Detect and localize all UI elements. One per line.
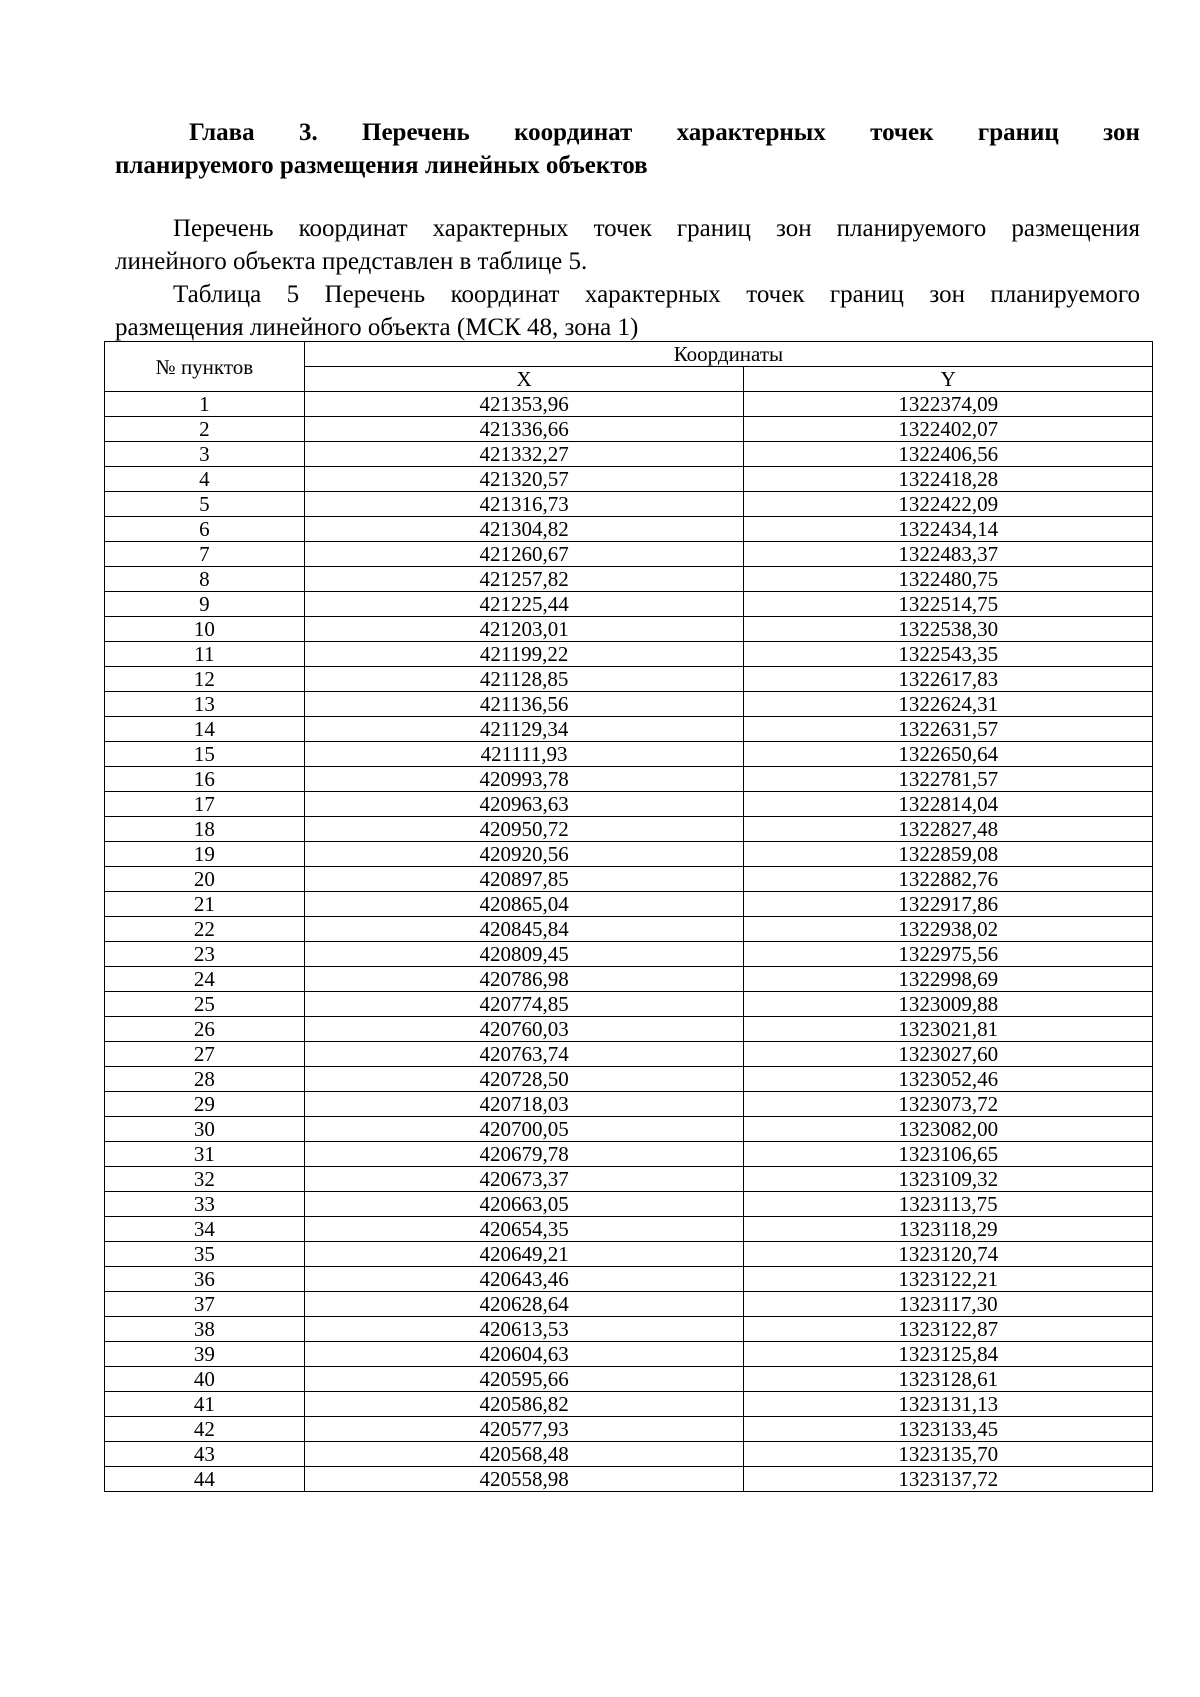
point-number-cell: 4 bbox=[105, 467, 305, 492]
x-coordinate-cell: 420700,05 bbox=[304, 1117, 744, 1142]
table-row bbox=[105, 1192, 1153, 1217]
x-coordinate-cell: 421260,67 bbox=[304, 542, 744, 567]
point-number-cell: 20 bbox=[105, 867, 305, 892]
point-number-cell: 24 bbox=[105, 967, 305, 992]
table-row bbox=[105, 967, 1153, 992]
x-coordinate-cell: 421336,66 bbox=[304, 417, 744, 442]
y-coordinate-cell: 1322814,04 bbox=[744, 792, 1153, 817]
x-coordinate-cell: 421111,93 bbox=[304, 742, 744, 767]
y-coordinate-cell: 1323052,46 bbox=[744, 1067, 1153, 1092]
point-number-cell: 37 bbox=[105, 1292, 305, 1317]
point-number-cell: 35 bbox=[105, 1242, 305, 1267]
x-coordinate-cell: 421332,27 bbox=[304, 442, 744, 467]
y-coordinate-cell: 1322624,31 bbox=[744, 692, 1153, 717]
x-coordinate-cell: 420673,37 bbox=[304, 1167, 744, 1192]
point-number-cell: 34 bbox=[105, 1217, 305, 1242]
point-number-cell: 18 bbox=[105, 817, 305, 842]
table-row bbox=[105, 1467, 1153, 1492]
chapter-heading-line2: планируемого размещения линейных объектов bbox=[115, 152, 648, 179]
point-number-header: № пунктов bbox=[105, 342, 305, 392]
x-coordinate-cell: 420654,35 bbox=[304, 1217, 744, 1242]
point-number-cell: 14 bbox=[105, 717, 305, 742]
x-coordinate-cell: 420809,45 bbox=[304, 942, 744, 967]
point-number-cell: 10 bbox=[105, 617, 305, 642]
point-number-cell: 26 bbox=[105, 1017, 305, 1042]
point-number-cell: 42 bbox=[105, 1417, 305, 1442]
y-coordinate-cell: 1322538,30 bbox=[744, 617, 1153, 642]
table-row bbox=[105, 1367, 1153, 1392]
x-coordinate-cell: 420586,82 bbox=[304, 1392, 744, 1417]
x-coordinate-cell: 421128,85 bbox=[304, 667, 744, 692]
x-coordinate-cell: 420845,84 bbox=[304, 917, 744, 942]
heading-word: зон bbox=[1103, 119, 1140, 146]
y-coordinate-cell: 1322938,02 bbox=[744, 917, 1153, 942]
table-row bbox=[105, 1442, 1153, 1467]
y-coordinate-cell: 1323125,84 bbox=[744, 1342, 1153, 1367]
table-row bbox=[105, 1017, 1153, 1042]
point-number-cell: 21 bbox=[105, 892, 305, 917]
table-row bbox=[105, 1167, 1153, 1192]
x-coordinate-cell: 420897,85 bbox=[304, 867, 744, 892]
point-number-cell: 29 bbox=[105, 1092, 305, 1117]
table-row bbox=[105, 417, 1153, 442]
y-coordinate-cell: 1322882,76 bbox=[744, 867, 1153, 892]
table-row bbox=[105, 1392, 1153, 1417]
y-coordinate-cell: 1322543,35 bbox=[744, 642, 1153, 667]
y-coordinate-cell: 1322631,57 bbox=[744, 717, 1153, 742]
y-coordinate-cell: 1323131,13 bbox=[744, 1392, 1153, 1417]
x-column-header: X bbox=[304, 367, 744, 392]
y-coordinate-cell: 1322998,69 bbox=[744, 967, 1153, 992]
x-coordinate-cell: 421320,57 bbox=[304, 467, 744, 492]
heading-word: характерных bbox=[676, 119, 826, 146]
table-row bbox=[105, 867, 1153, 892]
point-number-cell: 33 bbox=[105, 1192, 305, 1217]
table-row bbox=[105, 1292, 1153, 1317]
table-row bbox=[105, 1042, 1153, 1067]
point-number-cell: 36 bbox=[105, 1267, 305, 1292]
x-coordinate-cell: 421304,82 bbox=[304, 517, 744, 542]
table-row bbox=[105, 1142, 1153, 1167]
x-coordinate-cell: 420604,63 bbox=[304, 1342, 744, 1367]
table-row bbox=[105, 817, 1153, 842]
table-row bbox=[105, 842, 1153, 867]
y-coordinate-cell: 1322617,83 bbox=[744, 667, 1153, 692]
point-number-cell: 32 bbox=[105, 1167, 305, 1192]
x-coordinate-cell: 420865,04 bbox=[304, 892, 744, 917]
heading-word: 3. bbox=[298, 119, 318, 146]
y-coordinate-cell: 1322975,56 bbox=[744, 942, 1153, 967]
y-coordinate-cell: 1323120,74 bbox=[744, 1242, 1153, 1267]
table-row bbox=[105, 1217, 1153, 1242]
y-coordinate-cell: 1323082,00 bbox=[744, 1117, 1153, 1142]
point-number-cell: 17 bbox=[105, 792, 305, 817]
heading-word: точек bbox=[870, 119, 934, 146]
x-coordinate-cell: 420728,50 bbox=[304, 1067, 744, 1092]
y-coordinate-cell: 1322917,86 bbox=[744, 892, 1153, 917]
point-number-cell: 40 bbox=[105, 1367, 305, 1392]
x-coordinate-cell: 420568,48 bbox=[304, 1442, 744, 1467]
table-caption-line2: размещения линейного объекта (МСК 48, зона 1) bbox=[115, 314, 639, 341]
y-coordinate-cell: 1323122,87 bbox=[744, 1317, 1153, 1342]
y-coordinate-cell: 1322406,56 bbox=[744, 442, 1153, 467]
point-number-cell: 28 bbox=[105, 1067, 305, 1092]
table-row bbox=[105, 792, 1153, 817]
y-coordinate-cell: 1322781,57 bbox=[744, 767, 1153, 792]
y-coordinate-cell: 1323133,45 bbox=[744, 1417, 1153, 1442]
x-coordinate-cell: 420963,63 bbox=[304, 792, 744, 817]
table-row bbox=[105, 992, 1153, 1017]
x-coordinate-cell: 421136,56 bbox=[304, 692, 744, 717]
heading-word: Глава bbox=[189, 119, 255, 146]
table-row bbox=[105, 392, 1153, 417]
x-coordinate-cell: 420558,98 bbox=[304, 1467, 744, 1492]
table-caption-line1: Таблица 5 Перечень координат характерных точек границ зон планируемого bbox=[173, 281, 1140, 308]
point-number-cell: 6 bbox=[105, 517, 305, 542]
table-row bbox=[105, 442, 1153, 467]
y-coordinate-cell: 1322418,28 bbox=[744, 467, 1153, 492]
table-row bbox=[105, 1242, 1153, 1267]
y-coordinate-cell: 1323137,72 bbox=[744, 1467, 1153, 1492]
x-coordinate-cell: 420643,46 bbox=[304, 1267, 744, 1292]
x-coordinate-cell: 420718,03 bbox=[304, 1092, 744, 1117]
point-number-cell: 9 bbox=[105, 592, 305, 617]
x-coordinate-cell: 420760,03 bbox=[304, 1017, 744, 1042]
y-coordinate-cell: 1323128,61 bbox=[744, 1367, 1153, 1392]
table-row bbox=[105, 667, 1153, 692]
x-coordinate-cell: 420663,05 bbox=[304, 1192, 744, 1217]
table-row bbox=[105, 1267, 1153, 1292]
table-row bbox=[105, 467, 1153, 492]
y-coordinate-cell: 1323073,72 bbox=[744, 1092, 1153, 1117]
y-coordinate-cell: 1323113,75 bbox=[744, 1192, 1153, 1217]
x-coordinate-cell: 421225,44 bbox=[304, 592, 744, 617]
x-coordinate-cell: 420763,74 bbox=[304, 1042, 744, 1067]
y-coordinate-cell: 1322514,75 bbox=[744, 592, 1153, 617]
y-coordinate-cell: 1322434,14 bbox=[744, 517, 1153, 542]
table-row bbox=[105, 742, 1153, 767]
table-caption bbox=[115, 278, 1140, 344]
table-row bbox=[105, 1317, 1153, 1342]
point-number-cell: 15 bbox=[105, 742, 305, 767]
y-coordinate-cell: 1323021,81 bbox=[744, 1017, 1153, 1042]
table-header-row bbox=[105, 342, 1153, 367]
y-coordinate-cell: 1323106,65 bbox=[744, 1142, 1153, 1167]
y-coordinate-cell: 1323109,32 bbox=[744, 1167, 1153, 1192]
y-coordinate-cell: 1323118,29 bbox=[744, 1217, 1153, 1242]
y-coordinate-cell: 1322650,64 bbox=[744, 742, 1153, 767]
table-row bbox=[105, 892, 1153, 917]
point-number-cell: 23 bbox=[105, 942, 305, 967]
x-coordinate-cell: 421257,82 bbox=[304, 567, 744, 592]
x-coordinate-cell: 420628,64 bbox=[304, 1292, 744, 1317]
x-coordinate-cell: 420649,21 bbox=[304, 1242, 744, 1267]
table-row bbox=[105, 1067, 1153, 1092]
table-row bbox=[105, 767, 1153, 792]
point-number-cell: 43 bbox=[105, 1442, 305, 1467]
chapter-heading bbox=[115, 116, 1140, 182]
table-row bbox=[105, 692, 1153, 717]
point-number-cell: 2 bbox=[105, 417, 305, 442]
coordinates-table bbox=[104, 341, 1153, 1492]
x-coordinate-cell: 420774,85 bbox=[304, 992, 744, 1017]
point-number-cell: 30 bbox=[105, 1117, 305, 1142]
table-row bbox=[105, 917, 1153, 942]
x-coordinate-cell: 420993,78 bbox=[304, 767, 744, 792]
y-coordinate-cell: 1322422,09 bbox=[744, 492, 1153, 517]
point-number-cell: 11 bbox=[105, 642, 305, 667]
point-number-cell: 27 bbox=[105, 1042, 305, 1067]
table-row bbox=[105, 517, 1153, 542]
point-number-cell: 31 bbox=[105, 1142, 305, 1167]
point-number-cell: 3 bbox=[105, 442, 305, 467]
point-number-cell: 39 bbox=[105, 1342, 305, 1367]
point-number-cell: 16 bbox=[105, 767, 305, 792]
point-number-cell: 22 bbox=[105, 917, 305, 942]
y-coordinate-cell: 1323122,21 bbox=[744, 1267, 1153, 1292]
point-number-cell: 25 bbox=[105, 992, 305, 1017]
table-row bbox=[105, 1117, 1153, 1142]
intro-paragraph-line1: Перечень координат характерных точек границ зон планируемого размещения bbox=[173, 215, 1140, 242]
point-number-cell: 38 bbox=[105, 1317, 305, 1342]
point-number-cell: 12 bbox=[105, 667, 305, 692]
x-coordinate-cell: 420577,93 bbox=[304, 1417, 744, 1442]
x-coordinate-cell: 421203,01 bbox=[304, 617, 744, 642]
x-coordinate-cell: 421353,96 bbox=[304, 392, 744, 417]
heading-word: Перечень bbox=[362, 119, 470, 146]
x-coordinate-cell: 420613,53 bbox=[304, 1317, 744, 1342]
coordinates-table-body bbox=[105, 392, 1153, 1492]
point-number-cell: 8 bbox=[105, 567, 305, 592]
point-number-cell: 7 bbox=[105, 542, 305, 567]
table-row bbox=[105, 717, 1153, 742]
y-coordinate-cell: 1323117,30 bbox=[744, 1292, 1153, 1317]
point-number-cell: 19 bbox=[105, 842, 305, 867]
x-coordinate-cell: 420595,66 bbox=[304, 1367, 744, 1392]
point-number-cell: 5 bbox=[105, 492, 305, 517]
y-coordinate-cell: 1322859,08 bbox=[744, 842, 1153, 867]
x-coordinate-cell: 421316,73 bbox=[304, 492, 744, 517]
heading-word: границ bbox=[977, 119, 1059, 146]
point-number-cell: 41 bbox=[105, 1392, 305, 1417]
y-coordinate-cell: 1322827,48 bbox=[744, 817, 1153, 842]
x-coordinate-cell: 420679,78 bbox=[304, 1142, 744, 1167]
table-row bbox=[105, 1092, 1153, 1117]
x-coordinate-cell: 420786,98 bbox=[304, 967, 744, 992]
chapter-heading-line1 bbox=[115, 116, 1140, 149]
coordinates-header: Координаты bbox=[304, 342, 1152, 367]
x-coordinate-cell: 420950,72 bbox=[304, 817, 744, 842]
table-row bbox=[105, 567, 1153, 592]
point-number-cell: 1 bbox=[105, 392, 305, 417]
intro-paragraph-line2: линейного объекта представлен в таблице 5. bbox=[115, 248, 588, 275]
y-coordinate-cell: 1323135,70 bbox=[744, 1442, 1153, 1467]
table-row bbox=[105, 617, 1153, 642]
table-row bbox=[105, 642, 1153, 667]
y-coordinate-cell: 1322374,09 bbox=[744, 392, 1153, 417]
table-row bbox=[105, 592, 1153, 617]
point-number-cell: 44 bbox=[105, 1467, 305, 1492]
y-coordinate-cell: 1323009,88 bbox=[744, 992, 1153, 1017]
table-row bbox=[105, 942, 1153, 967]
y-coordinate-cell: 1322402,07 bbox=[744, 417, 1153, 442]
table-row bbox=[105, 1417, 1153, 1442]
intro-paragraph bbox=[115, 212, 1140, 278]
x-coordinate-cell: 421129,34 bbox=[304, 717, 744, 742]
table-row bbox=[105, 542, 1153, 567]
y-coordinate-cell: 1322480,75 bbox=[744, 567, 1153, 592]
x-coordinate-cell: 420920,56 bbox=[304, 842, 744, 867]
table-row bbox=[105, 492, 1153, 517]
y-column-header: Y bbox=[744, 367, 1153, 392]
x-coordinate-cell: 421199,22 bbox=[304, 642, 744, 667]
point-number-cell: 13 bbox=[105, 692, 305, 717]
y-coordinate-cell: 1323027,60 bbox=[744, 1042, 1153, 1067]
y-coordinate-cell: 1322483,37 bbox=[744, 542, 1153, 567]
table-row bbox=[105, 1342, 1153, 1367]
heading-word: координат bbox=[514, 119, 633, 146]
